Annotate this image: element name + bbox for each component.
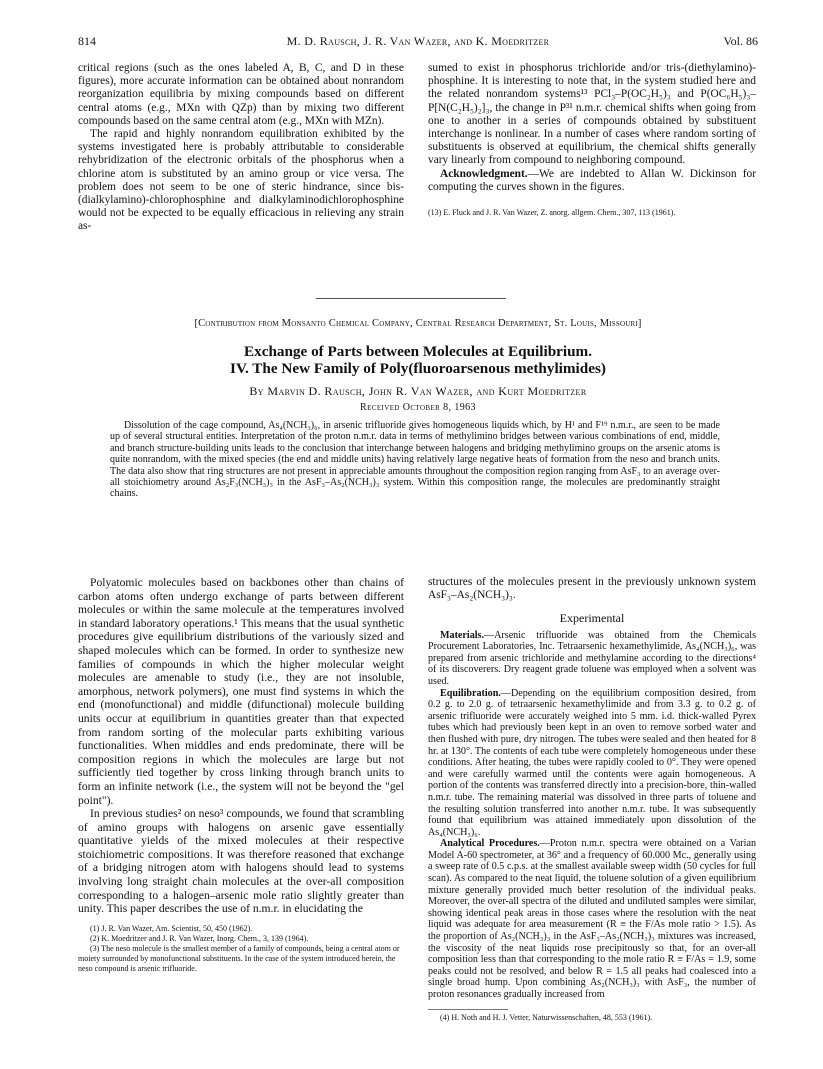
byline: By Marvin D. Rausch, John R. Van Wazer, and Kurt Moedritzer [249,384,587,398]
footnote: (2) K. Moedritzer and J. R. Van Wazer, Inorg. Chem., 3, 139 (1964). [90,933,309,943]
footnote-block [428,208,756,218]
footnote-rule [428,1009,508,1010]
analytical-paragraph [428,838,756,1000]
title-line: IV. The New Family of Poly(fluoroarsenous methylimides) [230,360,606,377]
footnote-block [428,1013,756,1023]
volume-label: Vol. 86 [723,34,758,48]
running-head [78,34,758,50]
running-head-authors: M. D. Rausch, J. R. Van Wazer, and K. Moedritzer [286,34,550,48]
run-in-heading: Materials. [440,629,485,641]
paragraph-text: —Depending on the equilibrium composition desired, from 0.2 g. to 2.0 g. of tetraarsenic hexamethylimide and from 3.3 g. to 0.2 g. of arsenic trifluoride were accurately weighed into 5 mm. i.d. thick-walled Pyrex tubes which had previously been kept in an oven to remove sorbed water and then flushed with pure, dry nitrogen. The tubes were sealed and then heated for 8 hr. at 130°. The contents of each tube were completely homogeneous under these conditions. After heating, the tubes were rapidly cooled to 0°. They were opened and were carefully warmed until the contents were again homogeneous. A portion of the contents was transferred directly into a precision-bore, thin-walled n.m.r. tube. The remaining material was dissolved in three parts of toluene and the resulting solution transferred into another n.m.r. tube. It was subsequently found that equilibrium was attained immediately upon dissolution of the As₄(NCH₃)₆. [428,687,756,838]
paragraph: sumed to exist in phosphorus trichloride and/or tris-(diethylamino)-phosphine. It is interesting to note that, in the system studied here and the related nonrandom systems¹³ PCl₃–P(OC₂H₅)₃ and P(OC₆H₅)₃–P[N(C₂H₅)₂]₃, the change in P³¹ n.m.r. chemical shifts when going from one to another in a series of compounds obtained by substituent interchange is nonlinear. In a number of cases where random sorting of substituents is observed at equilibrium, the chemical shifts generally vary linearly from compound to neighboring compound. [428,62,756,167]
equilibration-paragraph [428,688,756,839]
paragraph: structures of the molecules present in the previously unknown system AsF₃–As₂(NCH₃)₃. [428,576,756,602]
section-divider [316,298,506,299]
body-left-column [78,576,404,974]
paragraph-text: —Proton n.m.r. spectra were obtained on a Varian Model A-60 spectrometer, at 36° and a frequency of 60.000 Mc., generally using a sweep rate of 0.5 c.p.s. at the smallest available sweep width (50 cycles for full scan). As compared to the neat liquid, the toluene solution of a given equilibrium mixture generally provided much better resolution of the individual peaks. Moreover, the over-all spectra of the diluted and undiluted samples were similar, showing identical peak areas in those cases where the resolution with the neat liquid was adequate for area measurement (R ≡ the F/As mole ratio > 1.5). As the proportion of As₂(NCH₃)₃ in the AsF₃–As₂(NCH₃)₃ mixtures was increased, the viscosity of the neat liquids rose precipitously so that, for an over-all composition less than that corresponding to the mole ratio R ≡ F/As = 1.9, some peaks could not be resolved, and below R = 1.5 all peaks had coalesced into a single broad hump. Upon combining As₂(NCH₃)₃ with AsF₃, the number of proton resonances gradually increased from [428,838,756,1001]
acknowledgment [428,168,756,194]
paragraph: The rapid and highly nonrandom equilibration exhibited by the systems investigated here is probably attributable to considerable rehybridization of the electronic orbitals of the phosphorus when a chlorine atom is substituted by an amino group or vice versa. The problem does not seem to be one of steric hindrance, since bis-(dialkylamino)-chlorophosphine and dialkylaminodichlorophosphine would not be expected to be equally efficacious in relieving any strain as- [78,128,404,233]
footnote: (3) The neso molecule is the smallest member of a family of compounds, being a central atom or moiety surrounded by monofunctional substituents. In the case of the system introduced herein, the neso compound is arsenic trifluoride. [78,943,400,973]
body-right-column [428,576,756,1023]
footnote: (1) J. R. Van Wazer, Am. Scientist, 50, 450 (1962). [90,923,253,933]
abstract [110,420,720,500]
footnote: (13) E. Fluck and J. R. Van Wazer, Z. anorg. allgem. Chem., 307, 113 (1961). [428,208,676,218]
run-in-heading: Analytical Procedures. [440,838,540,850]
top-left-column [78,62,404,234]
footnote-block [78,924,404,974]
materials-paragraph [428,630,756,688]
contribution-line: [Contribution from Monsanto Chemical Company, Central Research Department, St. Louis, Missouri] [194,318,642,329]
paragraph: Polyatomic molecules based on backbones other than chains of carbon atoms often undergo exchange of parts between different molecules or within the same molecule at the temperatures involved in standard laboratory operations.¹ This means that the usual synthetic procedures give equilibrium distributions of the variously sized and shaped molecules which can be formed. In order to synthesize new families of compounds in which the higher molecular weight molecules are amenable to study (i.e., they are not insoluble, amorphous, network polymers), one must find systems in which the end (monofunctional) and middle (difunctional) molecule building units occur at equilibrium in quantities greater than that expected from random sorting of the molecular parts exhibiting various functionalities. When middles and ends predominate, there will be composition regions in which the molecules are large but not sufficiently tied together by cross linking through branch units to form an infinite network (i.e., the system will not be beyond the "gel point"). [78,576,404,807]
abstract-text: Dissolution of the cage compound, As₄(NCH₃)₆, in arsenic trifluoride gives homogeneous liquids which, by H¹ and F¹⁹ n.m.r., are seen to be made up of several structural entities. Interpretation of the proton n.m.r. data in terms of methylimino bridges between various combinations of end, middle, and branch structure-building units leads to the conclusion that interchange between halogens and bridging methylimino groups on the arsenic atoms is quite nonrandom, with the mixed species (the end and middle units) having relatively large negative heats of formation from the neso and branch units. The data also show that ring structures are not present in appreciable amounts throughout the composition region ranging from AsF₃ to an average over-all stoichiometry around As₂F₃(NCH₃)₃ in the AsF₃–As₂(NCH₃)₃ system. Within this composition range, the molecules are predominantly straight chains. [110,420,720,500]
paragraph: critical regions (such as the ones labeled A, B, C, and D in these figures), more accurate information can be obtained about nonrandom reorganization equilibria by mixing compounds based on different central atoms (e.g., MXn with QZp) than by mixing two different compounds based on the same central atom (e.g., MXn with MZn). [78,62,404,127]
received-date: Received October 8, 1963 [360,402,476,413]
section-heading: Experimental [559,611,625,626]
title-line: Exchange of Parts between Molecules at Equilibrium. [243,343,593,360]
footnote: (4) H. Noth and H. J. Vetter, Naturwissenschaften, 48, 553 (1961). [440,1012,653,1022]
acknowledgment-text: —We are indebted to Allan W. Dickinson for computing the curves shown in the figures. [428,167,756,193]
article-title [78,343,758,377]
paragraph-text: —Arsenic trifluoride was obtained from the Chemicals Procurement Laboratories, Inc. Tetraarsenic hexamethylimide, As₄(NCH₃)₆, was prepared from arsenic trichloride and methylamine according to the directions⁴ of its discoverers. Dry reagent grade toluene was employed when a solvent was used. [428,629,756,687]
paragraph: In previous studies² on neso³ compounds, we found that scrambling of amino groups with halogens on arsenic gave essentially quantitative yields of the mixed molecules at their respective stoichiometric compositions. It was therefore reasoned that exchange of a bridging nitrogen atom with halogens should lead to systems involving long straight chain molecules at the over-all composition corresponding to a halogen–arsenic mole ratio slightly greater than unity. This paper describes the use of n.m.r. in elucidating the [78,807,404,916]
page-number: 814 [78,34,96,48]
top-right-column [428,62,756,218]
run-in-heading: Equilibration. [440,687,501,699]
acknowledgment-heading: Acknowledgment. [440,167,528,180]
